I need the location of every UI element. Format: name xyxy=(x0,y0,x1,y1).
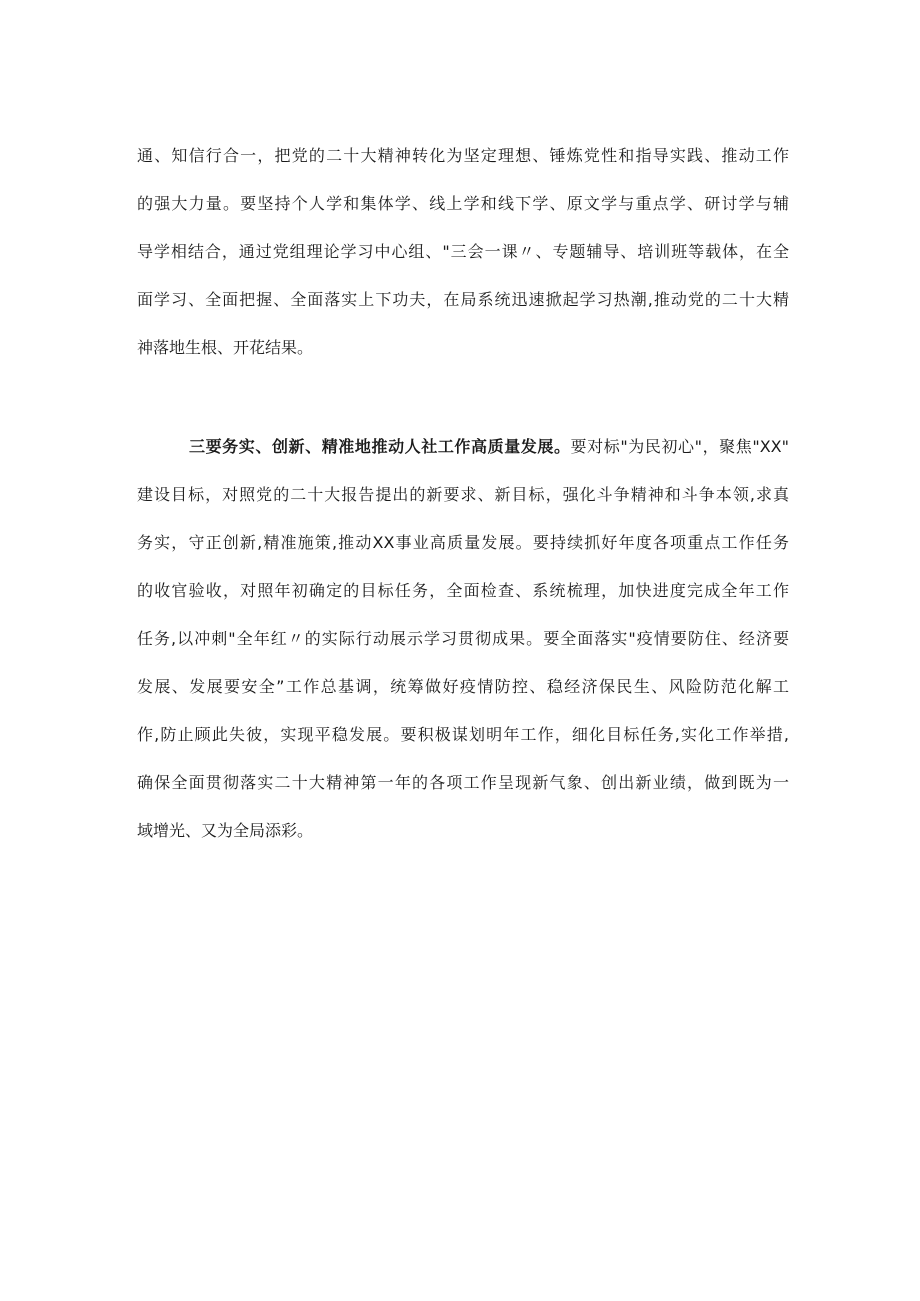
paragraph-line: 发展、发展要安全”工作总基调，统筹做好疫情防控、稳经济保民生、风险防范化解工 xyxy=(137,677,789,696)
paragraph-high-quality-development xyxy=(137,423,789,855)
paragraph-line: 确保全面贯彻落实二十大精神第一年的各项工作呈现新气象、创出新业绩，做到既为一 xyxy=(137,773,789,792)
paragraph-line: 任务,以冲刺"全年红〃的实际行动展示学习贯彻成果。要全面落实"疫情要防住、经济要 xyxy=(137,629,789,648)
paragraph-first-line xyxy=(137,423,789,471)
paragraph-line: 导学相结合，通过党组理论学习中心组、"三会一课〃、专题辅导、培训班等载体，在全 xyxy=(137,242,789,261)
paragraph-heading-rest: 要对标"为民初心"，聚焦"XX" xyxy=(570,437,789,456)
paragraph-study-methods xyxy=(137,132,789,372)
paragraph-line: 的强大力量。要坚持个人学和集体学、线上学和线下学、原文学与重点学、研讨学与辅 xyxy=(137,194,789,213)
paragraph-line: 的收官验收，对照年初确定的目标任务，全面检查、系统梳理，加快进度完成全年工作 xyxy=(137,581,789,600)
paragraph-line: 域增光、又为全局添彩。 xyxy=(137,821,314,840)
paragraph-line: 通、知信行合一，把党的二十大精神转化为坚定理想、锤炼党性和指导实践、推动工作 xyxy=(137,146,789,165)
paragraph-line: 神落地生根、开花结果。 xyxy=(137,338,314,357)
paragraph-line: 务实，守正创新,精准施策,推动XX事业高质量发展。要持续抓好年度各项重点工作任务 xyxy=(137,533,789,552)
paragraph-line: 面学习、全面把握、全面落实上下功夫，在局系统迅速掀起学习热潮,推动党的二十大精 xyxy=(137,290,789,309)
paragraph-line: 建设目标，对照党的二十大报告提出的新要求、新目标，强化斗争精神和斗争本领,求真 xyxy=(137,485,789,504)
paragraph-heading: 三要务实、创新、精准地推动人社工作高质量发展。 xyxy=(189,437,571,456)
paragraph-line: 作,防止顾此失彼，实现平稳发展。要积极谋划明年工作，细化目标任务,实化工作举措, xyxy=(137,725,789,744)
